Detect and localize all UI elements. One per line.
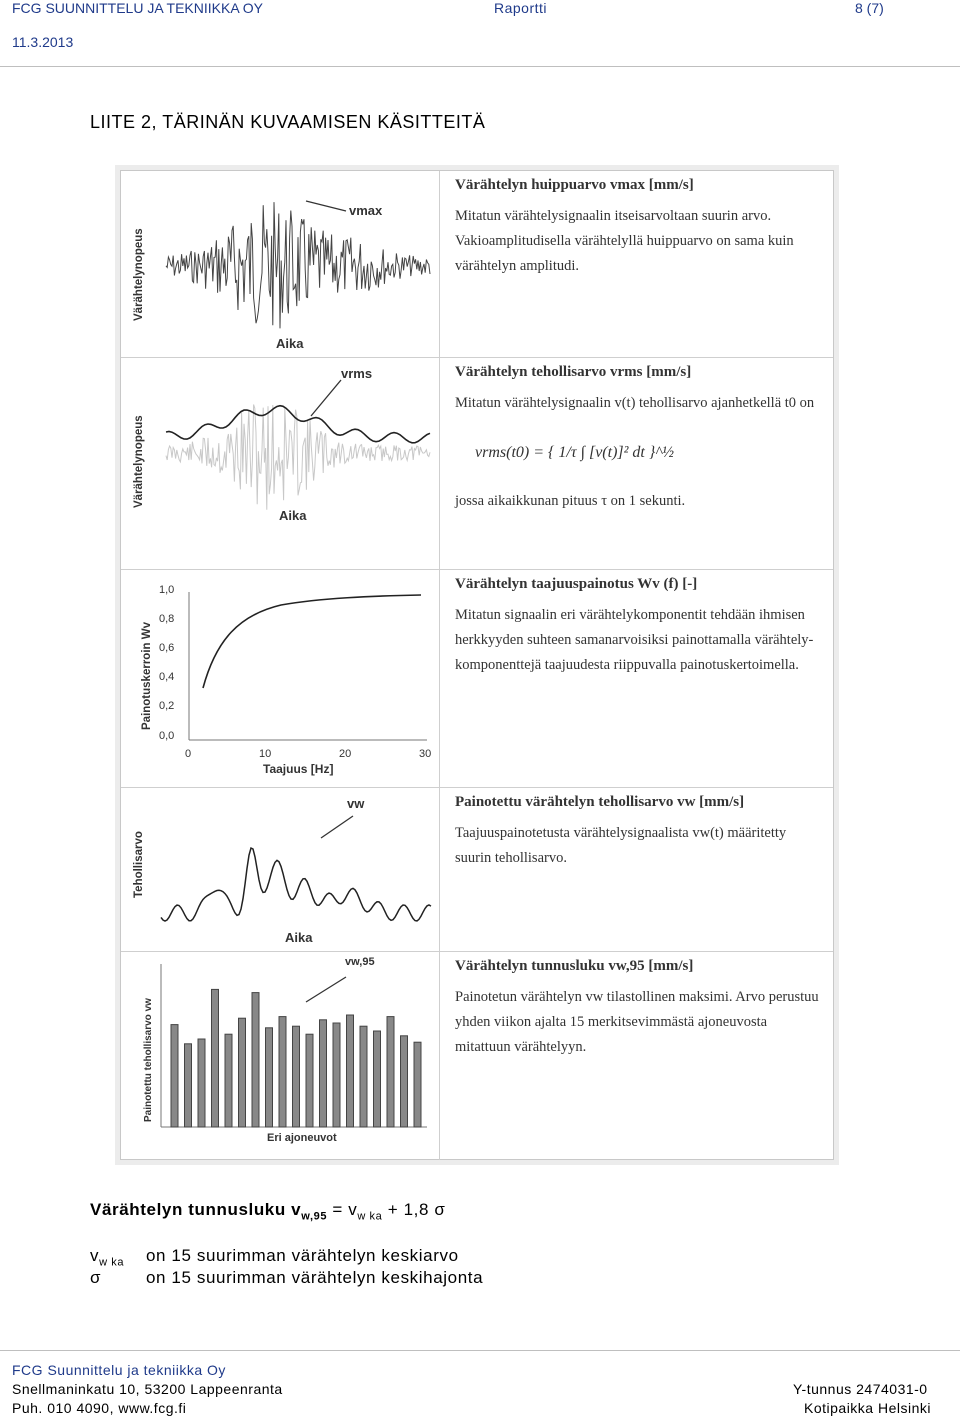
vmax-label: vmax [349,203,383,218]
weighting-x-tick-2: 10 [259,748,272,760]
vw95-arrow [306,977,346,1002]
panel-peak [121,171,833,357]
peak-heading: Värähtelyn huippuarvo vmax [mm/s] [455,177,694,193]
vehicle-bar [279,1017,286,1127]
header-company: FCG SUUNNITTELU JA TEKNIIKKA OY [12,0,264,16]
vehicle-bar [333,1023,340,1127]
vehicle-bar [387,1017,394,1127]
peak-x-axis-label: Aika [276,336,304,351]
panel-characteristic-description [455,956,820,1060]
scanned-figure [120,170,834,1160]
peak-signal-waveform [166,202,430,328]
footer-address: Snellmaninkatu 10, 53200 Lappeenranta [12,1381,283,1397]
rms-note: jossa aikaikkunan pituus τ on 1 sekunti. [455,493,686,509]
vehicle-bar [374,1031,381,1127]
weighting-y-tick-3: 0,6 [159,642,175,654]
panel-weighted-rms-graph [121,788,440,952]
peak-y-axis-label: Värähtelynopeus [133,228,145,321]
weighted-rms-curve [161,848,431,921]
vehicle-bar [320,1020,327,1127]
characteristic-heading: Värähtelyn tunnusluku vw,95 [mm/s] [455,958,694,974]
characteristic-y-axis-label: Painotettu tehollisarvo vw [143,998,154,1122]
weighted-rms-heading: Painotettu värähtelyn tehollisarvo vw [mm/s] [455,794,745,810]
vehicle-bar [252,993,259,1127]
vehicle-bars-plot [121,952,439,1160]
vehicle-bar [360,1026,367,1127]
vehicle-bar [212,989,219,1127]
rms-x-axis-label: Aika [279,508,307,523]
vehicle-bar [198,1039,205,1127]
footer-divider [0,1350,960,1351]
weighting-x-tick-3: 20 [339,748,352,760]
footer-kotipaikka: Kotipaikka Helsinki [804,1400,931,1416]
characteristic-formula: Värähtelyn tunnusluku $v_{w,95} = v_{w ka} + 1,8$ σ [90,1200,446,1223]
vehicle-bar [185,1044,192,1127]
peak-signal-plot [121,171,439,357]
vehicle-bar [239,1018,246,1127]
panel-rms-graph [121,358,440,570]
header-page-number: 8 (7) [855,0,884,16]
vehicle-bar [414,1042,421,1127]
weighting-y-tick-4: 0,4 [159,671,175,683]
rms-signal-plot [121,358,439,570]
vehicle-bar [306,1034,313,1127]
definition-mean: $v_{w ka}$ on 15 suurimman värähtelyn keskiarvo [90,1246,459,1269]
panel-characteristic [121,951,833,1160]
vw-arrow [321,816,353,838]
vw-label: vw [347,796,365,811]
vehicle-bar [347,1015,354,1127]
weighted-rms-x-axis-label: Aika [285,930,313,945]
weighting-x-axis-label: Taajuus [Hz] [263,762,334,776]
weighting-y-tick-1: 1,0 [159,584,175,596]
panel-weighting-description [455,574,820,678]
vehicle-bar [225,1034,232,1127]
weighting-x-tick-4: 30 [419,748,432,760]
vehicle-bar [401,1036,408,1127]
footer-ytunnus: Y-tunnus 2474031-0 [793,1381,928,1397]
vrms-label: vrms [341,366,373,381]
vehicle-bar [266,1028,273,1127]
panel-peak-graph [121,171,440,357]
weighting-heading: Värähtelyn taajuuspainotus Wv (f) [-] [455,576,698,592]
panel-characteristic-graph [121,952,440,1160]
weighting-y-tick-6: 0,0 [159,730,175,742]
weighting-x-tick-1: 0 [185,748,192,760]
weighted-rms-y-axis-label: Tehollisarvo [133,831,145,898]
panel-rms-description [455,362,820,514]
vehicle-bar [171,1025,178,1127]
rms-y-axis-label: Värähtelynopeus [133,415,145,508]
panel-weighted-rms [121,787,833,952]
vw95-label: vw,95 [345,956,375,968]
panel-weighted-rms-description [455,792,820,871]
header-divider [0,66,960,67]
header-doc-type: Raportti [494,0,548,16]
footer-company: FCG Suunnittelu ja tekniikka Oy [12,1362,226,1378]
vehicle-bars [171,989,421,1127]
panel-weighting [121,569,833,788]
panel-weighting-graph [121,570,440,788]
header-date: 11.3.2013 [12,34,74,50]
rms-envelope [166,406,430,443]
definition-stddev: σ on 15 suurimman värähtelyn keskihajonta [90,1268,484,1287]
rms-heading: Värähtelyn tehollisarvo vrms [mm/s] [455,364,692,380]
vmax-arrow [306,201,346,211]
rms-text: Mitatun värähtelysignaalin v(t) tehollisarvo ajanhetkellä t0 on [455,395,815,411]
peak-text: Mitatun värähtelysignaalin itseisarvoltaan suurin arvo. Vakioamplitudisella värähtelyllä huippuarvo on sama kuin värähtelyn amplitudi. [455,208,794,274]
rms-formula: vrms(t0) = { 1/τ ∫ [v(t)]² dt }^½ [475,444,675,461]
weighted-rms-text: Taajuuspainotetusta värähtelysignaalista vw(t) määritetty suurin tehollisarvo. [455,825,787,866]
vehicle-bar [293,1026,300,1127]
weighting-curve [203,595,421,688]
characteristic-text: Painotetun värähtelyn vw tilastollinen maksimi. Arvo perustuu yhden viikon ajalta 15 merkitsevimmästä ajoneuvosta mitattuun värähtelyyn. [455,989,819,1055]
panel-rms [121,357,833,570]
weighting-y-tick-5: 0,2 [159,700,175,712]
weighting-y-axis-label: Painotuskerroin Wv [141,622,153,730]
panel-peak-description [455,175,820,279]
weighting-text: Mitatun signaalin eri värähtelykomponentit tehdään ihmisen herkkyyden suhteen samanarvoisiksi painottamalla värähtely-komponenttejä taajuudesta riippuvalla painotuskertoimella. [455,607,814,673]
footer-phone: Puh. 010 4090, www.fcg.fi [12,1400,187,1416]
characteristic-x-axis-label: Eri ajoneuvot [267,1132,337,1144]
weighted-rms-plot [121,788,439,952]
page-title: LIITE 2, TÄRINÄN KUVAAMISEN KÄSITTEITÄ [90,112,486,132]
vrms-arrow [311,380,341,416]
weighting-y-tick-2: 0,8 [159,613,175,625]
